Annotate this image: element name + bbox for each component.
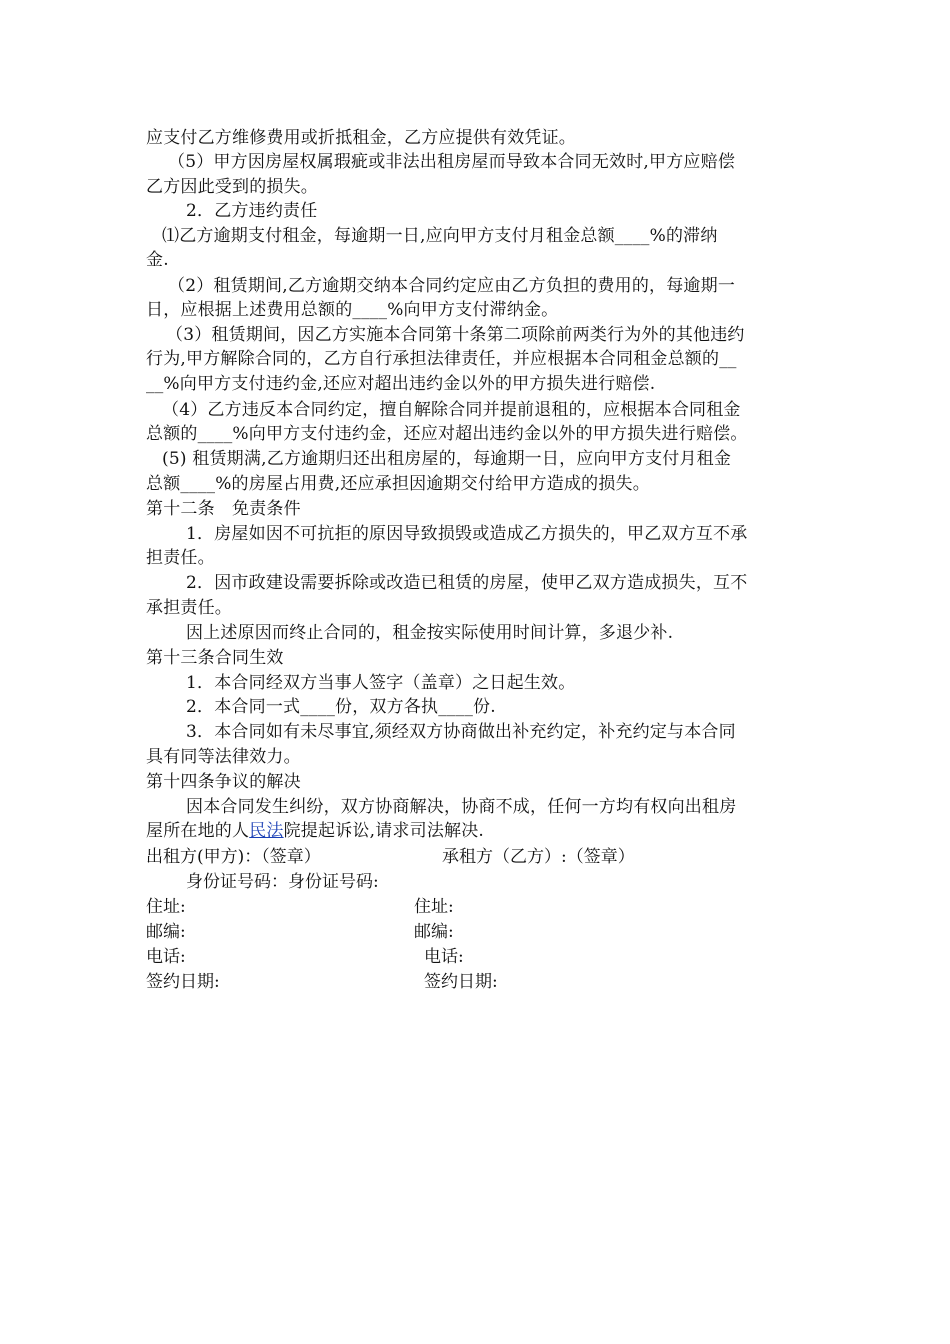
paragraph-line: 金. — [146, 250, 169, 270]
paragraph-line: 乙方因此受到的损失。 — [146, 177, 318, 197]
lessee-date-label: 签约日期: — [424, 972, 498, 992]
lessee-address-label: 住址: — [414, 897, 454, 917]
paragraph-line: 2．本合同一式____份，双方各执____份. — [186, 697, 496, 717]
lessor-phone-label: 电话: — [146, 947, 186, 967]
article-heading: 第十四条争议的解决 — [146, 772, 301, 792]
paragraph-line: 总额的____%向甲方支付违约金，还应对超出违约金以外的甲方损失进行赔偿。 — [146, 424, 748, 444]
lessor-signature-label: 出租方(甲方)：（签章） — [146, 847, 321, 867]
paragraph-line: 具有同等法律效力。 — [146, 747, 301, 767]
lessor-zip-label: 邮编: — [146, 922, 186, 942]
paragraph-line: 承担责任。 — [146, 598, 232, 618]
paragraph-line: （5）甲方因房屋权属瑕疵或非法出租房屋而导致本合同无效时,甲方应赔偿 — [168, 152, 736, 172]
lessee-zip-label: 邮编: — [414, 922, 454, 942]
paragraph-line: (5) 租赁期满,乙方逾期归还出租房屋的，每逾期一日，应向甲方支付月租金 — [162, 449, 732, 469]
law-link[interactable]: 民法 — [249, 821, 284, 841]
paragraph-line: 2．因市政建设需要拆除或改造已租赁的房屋，使甲乙双方造成损失，互不 — [186, 573, 748, 593]
section-heading: 2．乙方违约责任 — [186, 201, 318, 221]
lessee-signature-label: 承租方（乙方）:（签章） — [442, 847, 635, 867]
paragraph-line: 1．房屋如因不可抗拒的原因导致损毁或造成乙方损失的，甲乙双方互不承 — [186, 524, 748, 544]
paragraph-line: 因上述原因而终止合同的，租金按实际使用时间计算，多退少补. — [186, 623, 674, 643]
paragraph-line: 行为,甲方解除合同的，乙方自行承担法律责任，并应根据本合同租金总额的__ — [146, 349, 737, 369]
paragraph-line: 因本合同发生纠纷，双方协商解决，协商不成，任何一方均有权向出租房 — [186, 797, 737, 817]
paragraph-line: （3）租赁期间，因乙方实施本合同第十条第二项除前两类行为外的其他违约 — [166, 325, 745, 345]
paragraph-line: 日，应根据上述费用总额的____%向甲方支付滞纳金。 — [146, 300, 559, 320]
article-heading: 第十三条合同生效 — [146, 648, 284, 668]
paragraph-line: （4）乙方违反本合同约定，擅自解除合同并提前退租的，应根据本合同租金 — [162, 400, 741, 420]
lessee-phone-label: 电话: — [424, 947, 464, 967]
article-heading: 第十二条 免责条件 — [146, 499, 301, 519]
id-number-label: 身份证号码：身份证号码: — [186, 872, 379, 892]
paragraph-line: 3．本合同如有未尽事宜,须经双方协商做出补充约定，补充约定与本合同 — [186, 722, 736, 742]
paragraph-line: 应支付乙方维修费用或折抵租金，乙方应提供有效凭证。 — [146, 128, 576, 148]
paragraph-line — [146, 819, 806, 844]
paragraph-line: （2）租赁期间,乙方逾期交纳本合同约定应由乙方负担的费用的，每逾期一 — [168, 276, 736, 296]
paragraph-line: 总额____%的房屋占用费,还应承担因逾期交付给甲方造成的损失。 — [146, 474, 650, 494]
paragraph-line: 1．本合同经双方当事人签字（盖章）之日起生效。 — [186, 673, 576, 693]
lessor-date-label: 签约日期: — [146, 972, 220, 992]
paragraph-line: __%向甲方支付违约金,还应对超出违约金以外的甲方损失进行赔偿. — [146, 374, 656, 394]
paragraph-line: ⑴乙方逾期支付租金，每逾期一日,应向甲方支付月租金总额____%的滞纳 — [162, 226, 718, 246]
lessor-address-label: 住址: — [146, 897, 186, 917]
text-fragment: 屋所在地的人 — [146, 821, 250, 841]
text-fragment: 院提起诉讼,请求司法解决. — [283, 821, 485, 841]
paragraph-line: 担责任。 — [146, 548, 215, 568]
